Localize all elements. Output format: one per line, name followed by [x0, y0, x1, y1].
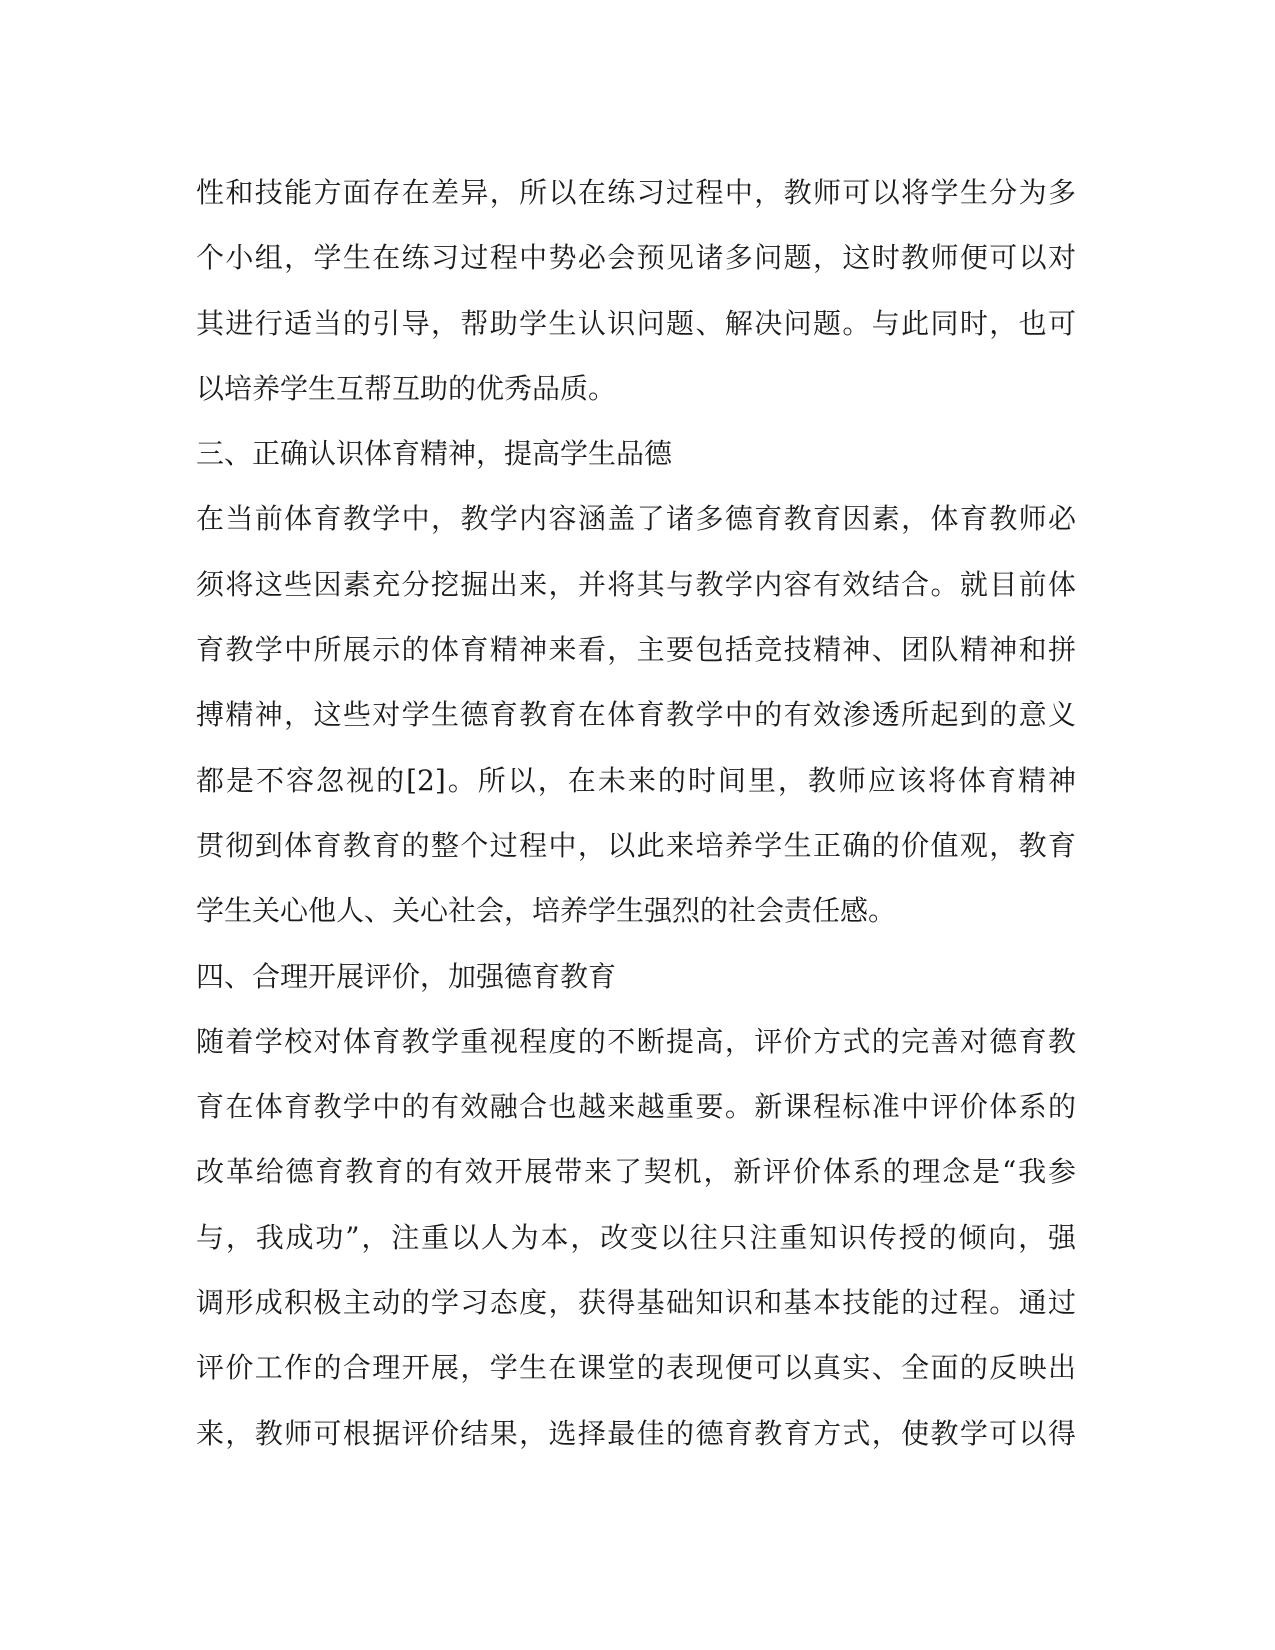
text-line: 以培养学生互帮互助的优秀品质。 — [196, 371, 617, 405]
text-line: 须将这些因素充分挖掘出来，并将其与教学内容有效结合。就目前体 — [196, 567, 1076, 601]
text-line: 与，我成功”，注重以人为本，改变以往只注重知识传授的倾向，强 — [196, 1220, 1076, 1254]
text-line: 来，教师可根据评价结果，选择最佳的德育教育方式，使教学可以得 — [196, 1416, 1076, 1450]
text-line: 育在体育教学中的有效融合也越来越重要。新课程标准中评价体系的 — [196, 1090, 1076, 1124]
text-line: 个小组，学生在练习过程中势必会预见诸多问题，这时教师便可以对 — [196, 241, 1076, 275]
section-heading: 四、合理开展评价，加强德育教育 — [196, 959, 617, 993]
text-line: 贯彻到体育教育的整个过程中，以此来培养学生正确的价值观，教育 — [196, 828, 1076, 862]
document-body — [196, 160, 1076, 1466]
text-line: 其进行适当的引导，帮助学生认识问题、解决问题。与此同时，也可 — [196, 306, 1076, 340]
text-line: 学生关心他人、关心社会，培养学生强烈的社会责任感。 — [196, 894, 897, 928]
text-line: 改革给德育教育的有效开展带来了契机，新评价体系的理念是“我参 — [196, 1155, 1076, 1189]
text-line: 育教学中所展示的体育精神来看，主要包括竞技精神、团队精神和拼 — [196, 633, 1076, 667]
text-line: 搏精神，这些对学生德育教育在体育教学中的有效渗透所起到的意义 — [196, 698, 1076, 732]
section-heading: 三、正确认识体育精神，提高学生品德 — [196, 437, 673, 471]
text-line: 性和技能方面存在差异，所以在练习过程中，教师可以将学生分为多 — [196, 176, 1076, 209]
text-line: 随着学校对体育教学重视程度的不断提高，评价方式的完善对德育教 — [196, 1024, 1076, 1058]
text-line: 评价工作的合理开展，学生在课堂的表现便可以真实、全面的反映出 — [196, 1351, 1076, 1385]
text-line: 调形成积极主动的学习态度，获得基础知识和基本技能的过程。通过 — [196, 1286, 1076, 1320]
text-line: 在当前体育教学中，教学内容涵盖了诸多德育教育因素，体育教师必 — [196, 502, 1076, 536]
text-line: 都是不容忽视的[2]。所以，在未来的时间里，教师应该将体育精神 — [196, 763, 1076, 797]
